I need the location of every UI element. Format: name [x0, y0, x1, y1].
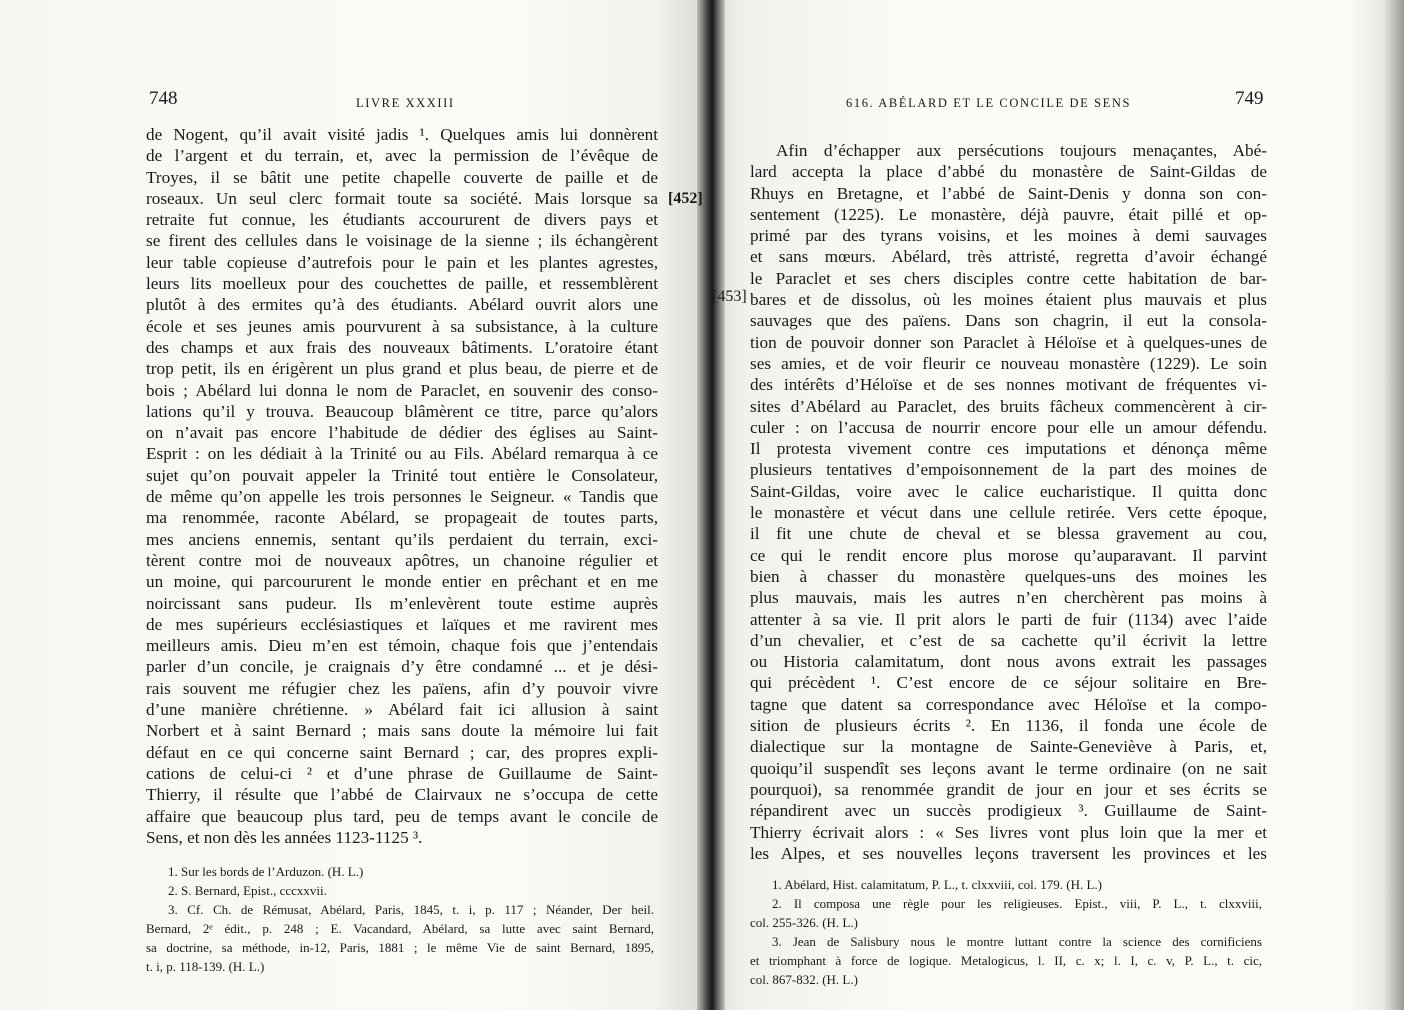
footnote: 3. Jean de Salisbury nous le montre luttant contre la science des cornificiens [772, 934, 1262, 949]
text-line: Thierry, il résulte que l’abbé de Clairvaux ne s’occupa de cette [146, 785, 658, 805]
text-line: primé par des tyrans voisins, et les moines à demi sauvages [750, 226, 1267, 246]
right-margin-note: [453] [712, 288, 747, 305]
text-line: Norbert et à saint Bernard ; mais sans doute la mémoire lui fait [146, 721, 658, 741]
footnote: 1. Abélard, Hist. calamitatum, P. L., t. clxxviii, col. 179. (H. L.) [772, 877, 1103, 892]
text-line: sujet qu’on pouvait appeler la Trinité tout entière le Consolateur, [146, 465, 658, 485]
text-line: qui précèdent ¹. C’est encore de ce séjour solitaire en Bre- [750, 673, 1267, 693]
text-line: noircissant sans pudeur. Ils m’enlevèrent toute estime auprès [146, 593, 658, 613]
text-line: tion de pouvoir donner son Paraclet à Héloïse et à quelques-unes de [750, 332, 1267, 352]
text-line: d’un chevalier, et c’est de sa cachette qu’il écrivit la lettre [750, 630, 1267, 650]
text-line: ma renommée, raconte Abélard, se propageait de toutes parts, [146, 508, 658, 528]
text-line: lations qu’il y trouva. Beaucoup blâmèrent ce titre, parce qu’alors [146, 401, 658, 421]
text-line: parler d’un concile, je craignais d’y être condamné ... et je dési- [146, 657, 658, 677]
text-line: Thierry écrivait alors : « Ses livres vont plus loin que la mer et [750, 822, 1267, 842]
text-line: cations de celui-ci ² et d’une phrase de Guillaume de Saint- [146, 763, 658, 783]
text-line: de l’argent et du terrain, et, avec la permission de l’évêque de [146, 146, 658, 166]
text-line: Afin d’échapper aux persécutions toujours menaçantes, Abé- [776, 141, 1267, 160]
text-line: de même qu’on appelle les trois personnes le Seigneur. « Tandis que [146, 487, 658, 507]
text-line: et sans mœurs. Abélard, très attristé, regretta d’avoir échangé [750, 247, 1267, 267]
footnote: Bernard, 2ᵉ édit., p. 248 ; E. Vacandard, Abélard, sa lutte avec saint Bernard, [146, 921, 654, 936]
text-line: répandirent avec un succès prodigieux ³. Guillaume de Saint- [750, 801, 1267, 821]
footnote: 3. Cf. Ch. de Rémusat, Abélard, Paris, 1845, t. i, p. 117 ; Néander, Der heil. [168, 902, 654, 917]
text-line: Il protesta vivement contre ces imputations et dénonça même [750, 439, 1267, 459]
text-line: quoiqu’il suspendît ses leçons avant le terme ordinaire (on ne sait [750, 758, 1267, 778]
footnote: t. i, p. 118-139. (H. L.) [146, 959, 265, 974]
text-line: on n’avait pas encore l’habitude de dédier des églises au Saint- [146, 423, 658, 443]
text-line: Rhuys en Bretagne, et l’abbé de Saint-Denis y donna son con- [750, 183, 1267, 203]
footnote: col. 867-832. (H. L.) [750, 972, 858, 987]
text-line: Saint-Gildas, voire avec le calice eucharistique. Il quitta donc [750, 481, 1267, 501]
text-line: il fit une chute de cheval et se blessa gravement au cou, [750, 524, 1267, 544]
text-line: leurs lits moelleux pour des couchettes de paille, et ressemblèrent [146, 274, 658, 294]
text-line: lard accepta la place d’abbé du monastère de Saint-Gildas de [750, 162, 1267, 182]
right-body-text [750, 140, 1267, 864]
text-line: plusieurs tentatives d’empoisonnement de la part des moines de [750, 460, 1267, 480]
footnote: 1. Sur les bords de l’Arduzon. (H. L.) [168, 864, 364, 879]
text-line: de Nogent, qu’il avait visité jadis ¹. Quelques amis lui donnèrent [146, 125, 658, 144]
text-line: des intérêts d’Héloïse et de ses nonnes motivant de fréquentes vi- [750, 375, 1267, 395]
text-line: les Alpes, et ses nouvelles leçons traversent les provinces et les [750, 843, 1267, 863]
footnote: col. 255-326. (H. L.) [750, 915, 858, 930]
text-line: se firent des cellules dans le voisinage de la sienne ; ils échangèrent [146, 231, 658, 251]
left-body-text [146, 124, 658, 848]
footnote: 2. S. Bernard, Epist., cccxxvii. [168, 883, 327, 898]
text-line: tagne que datent sa correspondance avec Héloïse et la compo- [750, 694, 1267, 714]
text-line: mes anciens ennemis, sentant qu’ils perdaient du terrain, exci- [146, 529, 658, 549]
book-gutter [697, 0, 725, 1010]
text-line: plus mauvais, mais les autres n’en cherchèrent pas moins à [750, 588, 1267, 608]
text-line: retraite fut connue, les étudiants accoururent de divers pays et [146, 210, 658, 230]
text-line: bois ; Abélard lui donna le nom de Paraclet, en souvenir des conso- [146, 380, 658, 400]
text-line: sites d’Abélard au Paraclet, des bruits fâcheux commencèrent à cir- [750, 396, 1267, 416]
text-line: tèrent contre moi de nouveaux apôtres, un chanoine régulier et [146, 550, 658, 570]
text-line: de mes supérieurs ecclésiastiques et laïques et me ravirent mes [146, 614, 658, 634]
text-line: sauvages que des païens. Dans son chagrin, il eut la consola- [750, 311, 1267, 331]
left-footnotes [146, 862, 654, 976]
text-line: école et ses jeunes amis pourvurent à sa subsistance, à la culture [146, 316, 658, 336]
text-line: ce qui le rendit encore plus morose qu’auparavant. Il parvint [750, 545, 1267, 565]
footnote: sa doctrine, sa méthode, in-12, Paris, 1881 ; le même Vie de saint Bernard, 1895, [146, 940, 654, 955]
text-line: bares et de dissolus, où les moines étaient plus mauvais et plus [750, 290, 1267, 310]
text-line: sentement (1225). Le monastère, déjà pauvre, était pillé et op- [750, 204, 1267, 224]
text-line: défaut en ce qui concerne saint Bernard ; car, des propres expli- [146, 742, 658, 762]
left-running-head: LIVRE XXXIII [356, 96, 455, 110]
text-line: trop petit, ils en érigèrent un plus grand et plus beau, de pierre et de [146, 359, 658, 379]
left-margin-note: [452] [668, 190, 703, 207]
text-line: rais souvent me réfugier chez les païens, afin d’y pouvoir vivre [146, 678, 658, 698]
text-line: Troyes, il se bâtit une petite chapelle couverte de paille et de [146, 167, 658, 187]
text-line: culer : on l’accusa de nourrir encore pour elle un amour défendu. [750, 417, 1267, 437]
text-line: bien à chasser du monastère quelques-uns des moines les [750, 566, 1267, 586]
text-line: pourquoi), sa renommée grandit de jour en jour et ses écrits se [750, 779, 1267, 799]
right-running-head: 616. ABÉLARD ET LE CONCILE DE SENS [846, 96, 1132, 110]
text-line: affaire que beaucoup plus tard, peu de temps avant le concile de [146, 806, 658, 826]
footnote: 2. Il composa une règle pour les religieuses. Epist., viii, P. L., t. clxxviii, [772, 896, 1262, 911]
right-page [705, 0, 1404, 1010]
text-line: le monastère et vécut dans une cellule retirée. Vers cette époque, [750, 503, 1267, 523]
text-line: le Paraclet et ses chers disciples contre cette habitation de bar- [750, 268, 1267, 288]
right-page-number: 749 [1235, 88, 1264, 109]
text-line: plutôt à des ermites qu’à des étudiants. Abélard ouvrit alors une [146, 295, 658, 315]
text-line: ses amies, et de voir fleurir ce nouveau monastère (1229). Le soin [750, 353, 1267, 373]
text-line: un moine, qui parcoururent le monde entier en prêchant et en me [146, 572, 658, 592]
text-line: d’une manière chrétienne. » Abélard fait ici allusion à saint [146, 700, 658, 720]
text-line: dialectique sur la montagne de Sainte-Geneviève à Paris, et, [750, 737, 1267, 757]
text-line: attenter à sa vie. Il prit alors le parti de fuir (1134) avec l’aide [750, 609, 1267, 629]
text-line: sition de plusieurs écrits ². En 1136, il fonda une école de [750, 716, 1267, 736]
text-line: leur table copieuse d’autrefois pour le pain et les plantes agrestes, [146, 252, 658, 272]
left-page-number: 748 [149, 88, 178, 109]
text-line: meilleurs amis. Dieu m’en est témoin, chaque fois que j’entendais [146, 636, 658, 656]
text-line: des champs et aux frais des nouveaux bâtiments. L’oratoire étant [146, 337, 658, 357]
text-line: Sens, et non dès les années 1123-1125 ³. [146, 827, 423, 847]
text-line: ou Historia calamitatum, dont nous avons extrait les passages [750, 652, 1267, 672]
text-line: Esprit : on les dédiait à la Trinité ou au Fils. Abélard remarqua à ce [146, 444, 658, 464]
text-line: roseaux. Un seul clerc formait toute sa société. Mais lorsque sa [146, 188, 658, 208]
footnote: et triomphant à force de logique. Metalogicus, l. II, c. x; l. I, c. v, P. L., t. cic, [750, 953, 1262, 968]
right-footnotes [750, 875, 1262, 989]
